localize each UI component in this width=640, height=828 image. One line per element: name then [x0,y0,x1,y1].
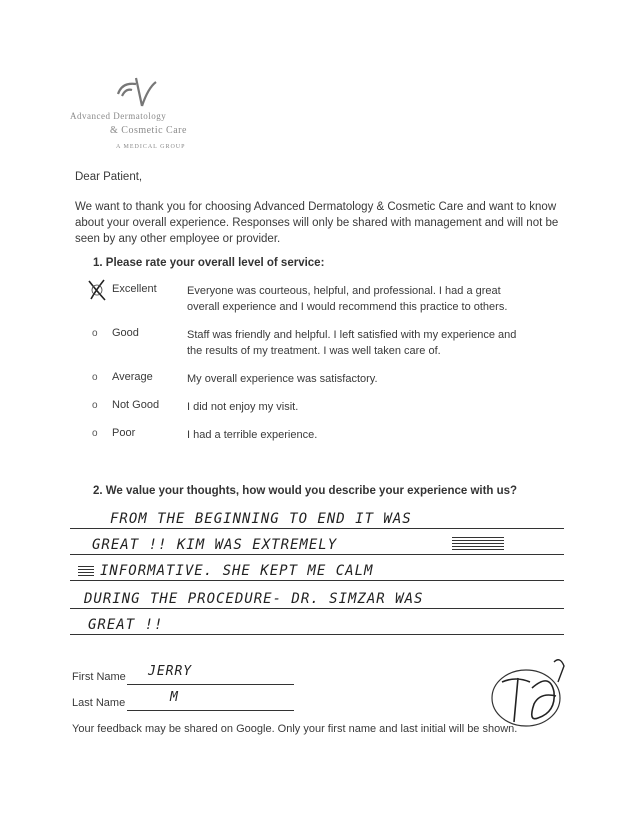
scribble-strikeout [452,536,504,550]
option-average-label[interactable]: Average [112,371,153,383]
question-1-title: 1. Please rate your overall level of service: [93,257,325,269]
option-poor-label[interactable]: Poor [112,427,136,439]
response-underline [70,554,564,555]
handwritten-response-line[interactable]: GREAT !! KIM WAS EXTREMELY [92,537,338,553]
last-name-label: Last Name [72,697,126,709]
first-name-value[interactable]: JERRY [148,664,193,679]
option-good-label[interactable]: Good [112,327,139,339]
handwritten-response-line[interactable]: DURING THE PROCEDURE- DR. SIMZAR WAS [84,591,424,607]
response-underline [70,580,564,581]
scribble-strikeout [78,565,94,576]
option-good-desc: Staff was friendly and helpful. I left satisfied with my experience and the results of my treatment. I was well taken care of. [187,329,517,357]
option-poor-desc: I had a terrible experience. [187,429,318,441]
footer-note: Your feedback may be shared on Google. Only your first name and last initial will be shown. [72,723,518,735]
first-name-label: First Name [72,671,126,683]
logo-line-1: Advanced Dermatology [70,111,167,121]
last-name-underline [127,710,294,711]
handwritten-response-line[interactable]: FROM THE BEGINNING TO END IT WAS [110,511,412,527]
response-underline [70,634,564,635]
logo-line-3: A MEDICAL GROUP [116,144,186,150]
option-not-good-desc: I did not enjoy my visit. [187,401,299,413]
intro-paragraph: We want to thank you for choosing Advanced Dermatology & Cosmetic Care and want to know about your overall experience. Responses will only be shared with management and will not be seen by any other employee or provider. [75,201,559,245]
option-excellent-label[interactable]: Excellent [112,283,157,295]
handwritten-response-line[interactable]: INFORMATIVE. SHE KEPT ME CALM [100,563,374,579]
last-name-value[interactable]: M [170,690,179,705]
question-2-title: 2. We value your thoughts, how would you describe your experience with us? [93,485,518,497]
handwritten-response-line[interactable]: GREAT !! [88,617,164,633]
first-name-underline [127,684,294,685]
greeting: Dear Patient, [75,171,143,183]
option-not-good-label[interactable]: Not Good [112,399,160,411]
option-average-radio[interactable]: o [92,372,98,383]
checkmark-x-icon [86,278,108,302]
response-underline [70,608,564,609]
option-average-desc: My overall experience was satisfactory. [187,373,378,385]
option-good-radio[interactable]: o [92,328,98,339]
option-excellent-desc: Everyone was courteous, helpful, and professional. I had a great overall experience and I would recommend this practice to others. [187,285,508,313]
logo-line-2: & Cosmetic Care [110,125,187,136]
option-not-good-radio[interactable]: o [92,400,98,411]
option-poor-radio[interactable]: o [92,428,98,439]
practice-logo-icon [112,74,162,114]
response-underline [70,528,564,529]
